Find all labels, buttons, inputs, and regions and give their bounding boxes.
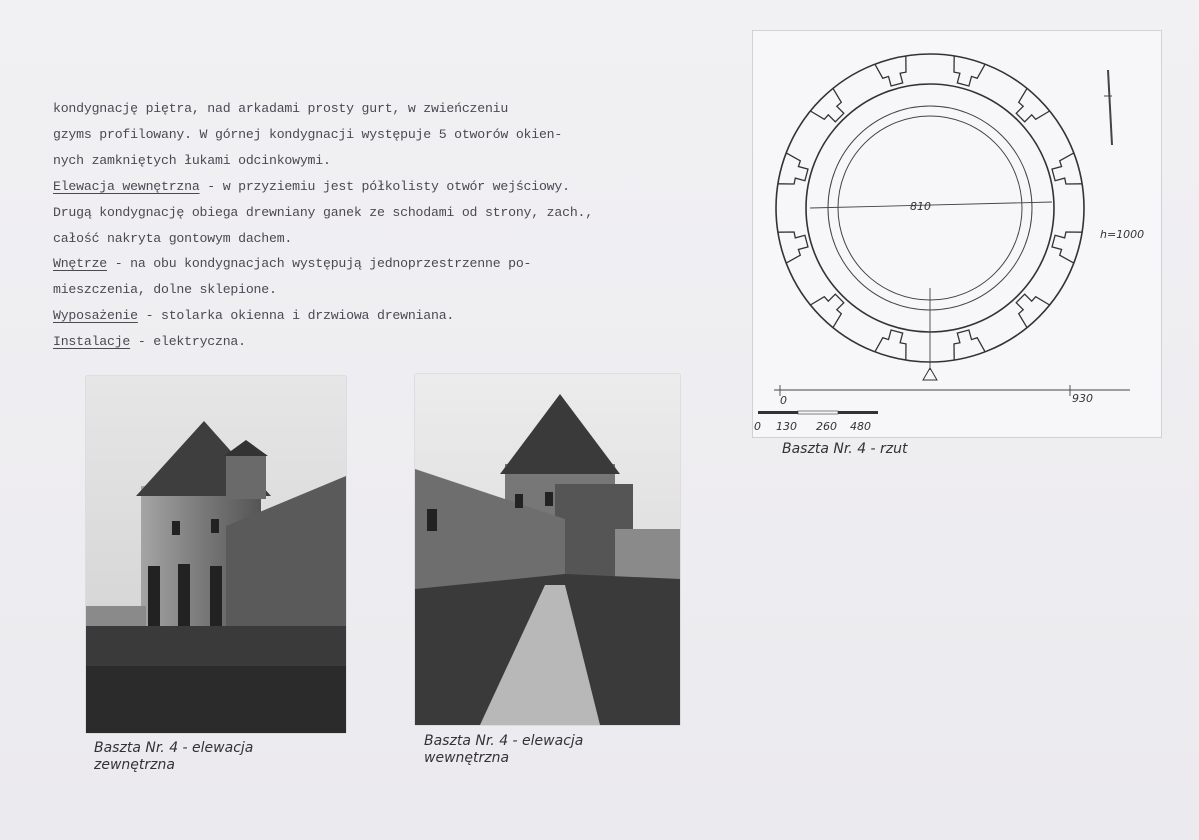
text-line [53,329,593,355]
text-line-content: mieszczenia, dolne sklepione. [53,282,277,298]
text-line-content: - elektryczna. [130,334,246,350]
section-heading: Instalacje [53,334,131,350]
section-heading: Elewacja wewnętrzna [53,178,200,194]
text-line [53,174,593,200]
text-line [53,148,593,174]
text-line-content: - stolarka okienna i drzwiowa drewniana. [137,308,455,324]
caption-line: zewnętrzna [94,757,175,773]
text-line [53,303,593,329]
scale-label: 130 [776,420,797,433]
plan-caption: Baszta Nr. 4 - rzut [782,441,908,457]
caption-line: Baszta Nr. 4 - elewacja [424,733,584,749]
text-line-content: kondygnację piętra, nad arkadami prosty gurt, w zwieńczeniu [53,101,509,116]
height-label: h=1000 [1100,228,1145,241]
scale-label: 480 [850,420,871,433]
diameter-label: 810 [910,200,931,213]
description-text [53,96,593,355]
section-heading: Wnętrze [53,256,107,272]
scale-label: 260 [816,420,837,433]
text-line [53,122,593,148]
text-line [53,277,593,303]
axis-end-label: 930 [1072,392,1093,405]
text-line-content: nych zamkniętych łukami odcinkowymi. [53,152,331,168]
text-line-content: - w przyziemiu jest półkolisty otwór wejściowy. [199,178,570,194]
photo-exterior-caption [94,740,253,774]
axis-start-label: 0 [780,394,787,407]
text-line-content: gzyms profilowany. W górnej kondygnacji występuje 5 otworów okien- [53,126,563,142]
text-line [53,226,593,252]
caption-line: wewnętrzna [424,750,510,766]
scale-label: 0 [754,420,761,433]
text-line [53,96,593,122]
text-line-content: całość nakryta gontowym dachem. [53,230,293,246]
section-heading: Wyposażenie [53,308,138,324]
photo-interior-caption [424,733,583,767]
caption-line: Baszta Nr. 4 - elewacja [94,740,254,756]
photo-interior-elevation [415,374,680,725]
text-line [53,251,593,277]
tower-floor-plan [752,30,1162,438]
text-line-content: - na obu kondygnacjach występują jednoprzestrzenne po- [107,256,532,272]
text-line-content: Drugą kondygnację obiega drewniany ganek ze schodami od strony, zach., [53,204,593,220]
photo-exterior-elevation [86,376,346,733]
text-line [53,200,593,226]
